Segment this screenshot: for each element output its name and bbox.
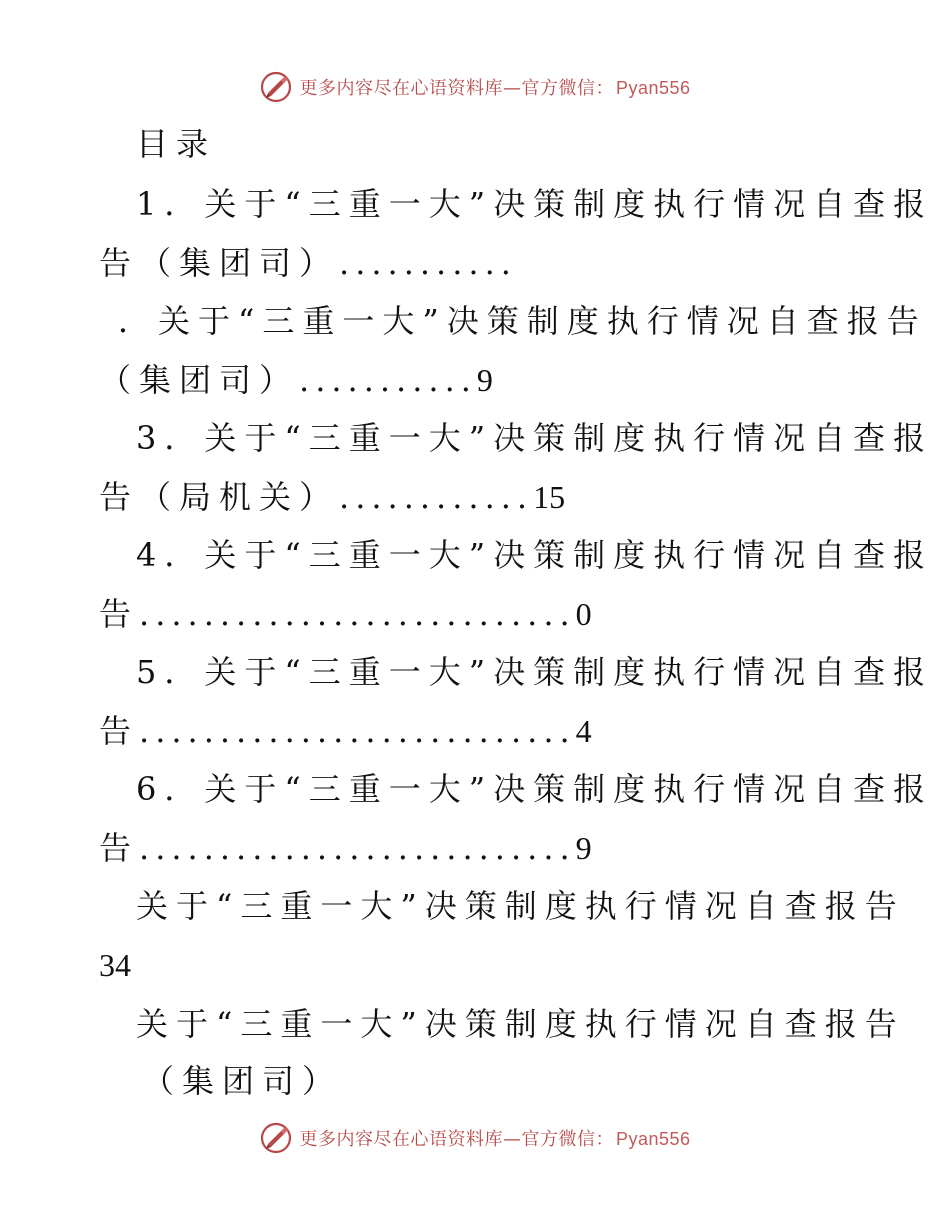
watermark-text xyxy=(299,74,690,100)
document-title-line1: 关于“三重一大”决策制度执行情况自查报告 xyxy=(136,1005,905,1043)
watermark-brand: 更多内容尽在心语资料库 xyxy=(299,78,503,99)
toc-entry-3-line1: 3．关于“三重一大”决策制度执行情况自查报 xyxy=(136,419,934,457)
toc-entry-4-page: 0 xyxy=(575,596,592,632)
toc-title: 目录 xyxy=(136,125,217,163)
toc-entry-4-line1: 4．关于“三重一大”决策制度执行情况自查报 xyxy=(136,536,934,574)
watermark-separator: — xyxy=(502,1129,522,1150)
toc-entry-3-page: 15 xyxy=(533,479,566,515)
toc-entry-3-dots: ............ xyxy=(339,478,534,516)
watermark-label: 官方微信： xyxy=(521,1129,614,1150)
toc-entry-7-line1: 关于“三重一大”决策制度执行情况自查报告 xyxy=(136,887,905,925)
toc-entry-6-line2 xyxy=(99,828,592,868)
watermark-text xyxy=(299,1125,690,1151)
toc-entry-6-line1: 6．关于“三重一大”决策制度执行情况自查报 xyxy=(136,770,934,808)
toc-entry-4-text: 告 xyxy=(99,595,140,633)
brand-logo-icon xyxy=(259,70,293,104)
header-watermark xyxy=(0,70,950,104)
toc-entry-2-line2 xyxy=(99,360,493,400)
watermark-label: 官方微信： xyxy=(521,78,614,99)
watermark-account: Pyan556 xyxy=(615,1129,691,1149)
toc-entry-5-page: 4 xyxy=(575,713,592,749)
toc-entry-5-dots: ........................... xyxy=(139,712,576,750)
watermark-account: Pyan556 xyxy=(615,78,691,98)
toc-entry-5-line1: 5．关于“三重一大”决策制度执行情况自查报 xyxy=(136,653,934,691)
toc-entry-2-line1: ．关于“三重一大”决策制度执行情况自查报告 xyxy=(118,302,927,340)
toc-entry-6-dots: ........................... xyxy=(139,829,576,867)
document-title-line2: （集团司） xyxy=(142,1062,343,1100)
toc-entry-5-text: 告 xyxy=(99,712,140,750)
watermark-brand: 更多内容尽在心语资料库 xyxy=(299,1129,503,1150)
toc-entry-6-page: 9 xyxy=(575,830,592,866)
toc-entry-1-dots: ........... xyxy=(339,244,517,282)
toc-entry-4-line2 xyxy=(99,594,592,634)
toc-entry-1-line1: 1．关于“三重一大”决策制度执行情况自查报 xyxy=(136,185,934,223)
toc-entry-2-page: 9 xyxy=(476,362,493,398)
toc-entry-1-line2 xyxy=(99,243,517,283)
toc-entry-4-dots: ........................... xyxy=(139,595,576,633)
toc-entry-2-text: （集团司） xyxy=(99,361,300,399)
toc-entry-2-dots: ........... xyxy=(299,361,477,399)
toc-entry-7-page: 34 xyxy=(99,947,131,983)
toc-entry-3-text: 告（局机关） xyxy=(99,478,340,516)
footer-watermark xyxy=(0,1121,950,1155)
toc-entry-1-text: 告（集团司） xyxy=(99,244,340,282)
watermark-separator: — xyxy=(502,78,522,99)
brand-logo-icon xyxy=(259,1121,293,1155)
toc-entry-3-line2 xyxy=(99,477,565,517)
toc-entry-5-line2 xyxy=(99,711,592,751)
toc-entry-6-text: 告 xyxy=(99,829,140,867)
